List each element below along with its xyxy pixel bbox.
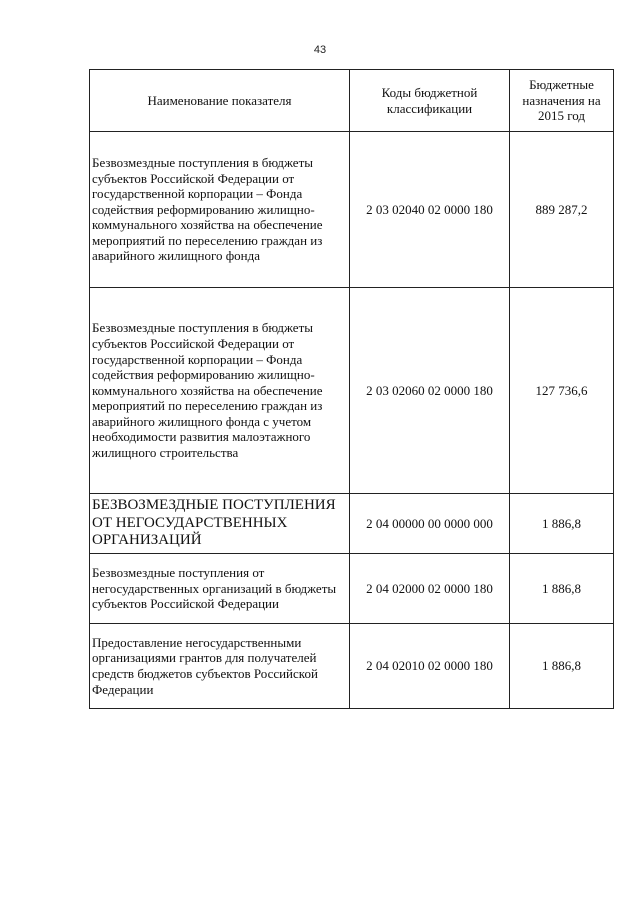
header-budget-code: Коды бюджетной классификации [350, 70, 510, 132]
indicator-name-cell: Безвозмездные поступления в бюджеты субъектов Российской Федерации от государственной корпорации – Фонда содействия реформированию жилищно-коммунального хозяйства на обеспечение мероприятий по переселению граждан из аварийного жилищного фонда с учетом необходимости развития малоэтажного жилищного строительства [90, 288, 350, 494]
budget-table [89, 69, 614, 709]
budget-code-cell: 2 03 02040 02 0000 180 [350, 132, 510, 288]
table-row [90, 132, 614, 288]
indicator-name-cell: Безвозмездные поступления в бюджеты субъектов Российской Федерации от государственной корпорации – Фонда содействия реформированию жилищно-коммунального хозяйства на обеспечение мероприятий по переселению граждан из аварийного жилищного фонда [90, 132, 350, 288]
amount-cell: 1 886,8 [510, 554, 614, 624]
budget-code-cell: 2 04 00000 00 0000 000 [350, 494, 510, 554]
table-header-row [90, 70, 614, 132]
table-row [90, 554, 614, 624]
amount-cell: 889 287,2 [510, 132, 614, 288]
page-number: 43 [313, 44, 327, 56]
amount-cell: 127 736,6 [510, 288, 614, 494]
header-budget-allocation: Бюджетные назначения на 2015 год [510, 70, 614, 132]
table-row [90, 494, 614, 554]
amount-cell: 1 886,8 [510, 494, 614, 554]
table-row [90, 288, 614, 494]
amount-cell: 1 886,8 [510, 624, 614, 709]
indicator-name-cell: БЕЗВОЗМЕЗДНЫЕ ПОСТУПЛЕНИЯ ОТ НЕГОСУДАРСТВЕННЫХ ОРГАНИЗАЦИЙ [90, 494, 350, 554]
header-indicator-name: Наименование показателя [90, 70, 350, 132]
budget-code-cell: 2 04 02000 02 0000 180 [350, 554, 510, 624]
budget-code-cell: 2 04 02010 02 0000 180 [350, 624, 510, 709]
budget-code-cell: 2 03 02060 02 0000 180 [350, 288, 510, 494]
table-row [90, 624, 614, 709]
indicator-name-cell: Безвозмездные поступления от негосударственных организаций в бюджеты субъектов Российской Федерации [90, 554, 350, 624]
indicator-name-cell: Предоставление негосударственными организациями грантов для получателей средств бюджетов субъектов Российской Федерации [90, 624, 350, 709]
